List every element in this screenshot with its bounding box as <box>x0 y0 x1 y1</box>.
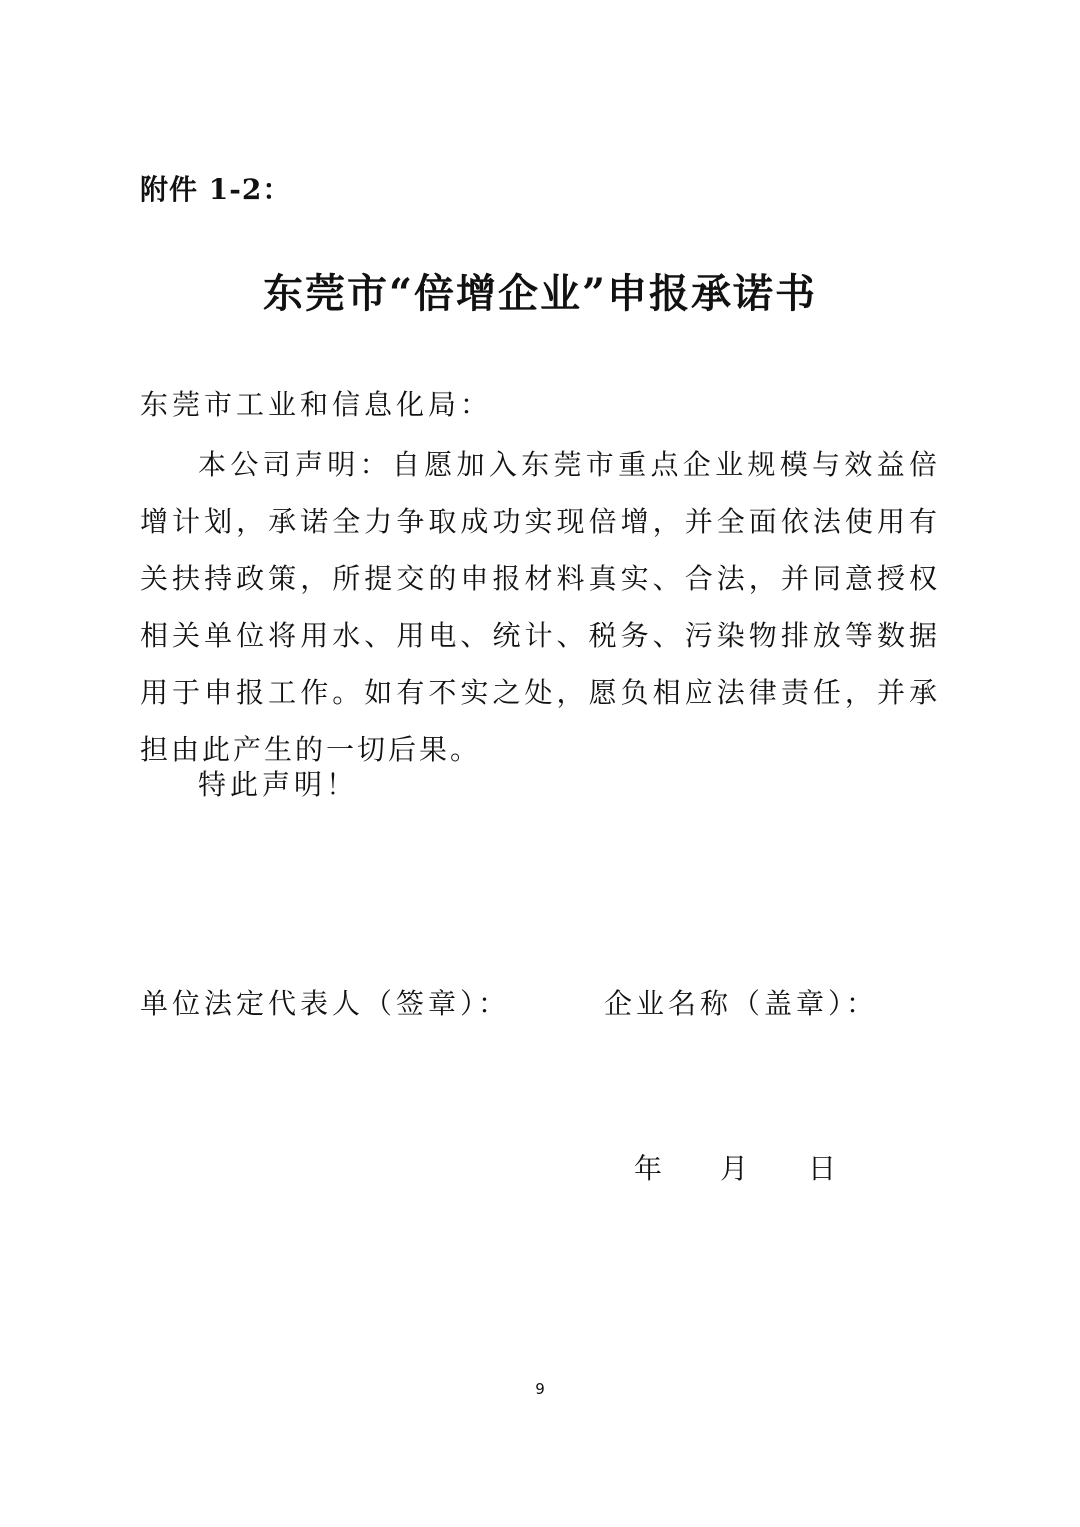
legal-representative-signature-label: 单位法定代表人（签章）： <box>140 987 511 1020</box>
page-number: 9 <box>535 1380 545 1398</box>
company-name-seal-label: 企业名称（盖章）： <box>604 987 879 1020</box>
date-day-label: 日 <box>808 1152 837 1185</box>
declaration-closing: 特此声明！ <box>198 768 359 801</box>
date-month-label: 月 <box>720 1152 749 1185</box>
declaration-body: 本公司声明：自愿加入东莞市重点企业规模与效益倍增计划，承诺全力争取成功实现倍增，并全面依法使用有关扶持政策，所提交的申报材料真实、合法，并同意授权相关单位将用水、用电、统计、税务、污染物排放等数据用于申报工作。如有不实之处，愿负相应法律责任，并承担由此产生的一切后果。 <box>140 448 940 766</box>
date-year-label: 年 <box>634 1152 663 1185</box>
addressee: 东莞市工业和信息化局： <box>140 388 493 421</box>
attachment-label: 附件 1-2： <box>140 173 292 206</box>
document-title: 东莞市“倍增企业”申报承诺书 <box>262 270 817 317</box>
